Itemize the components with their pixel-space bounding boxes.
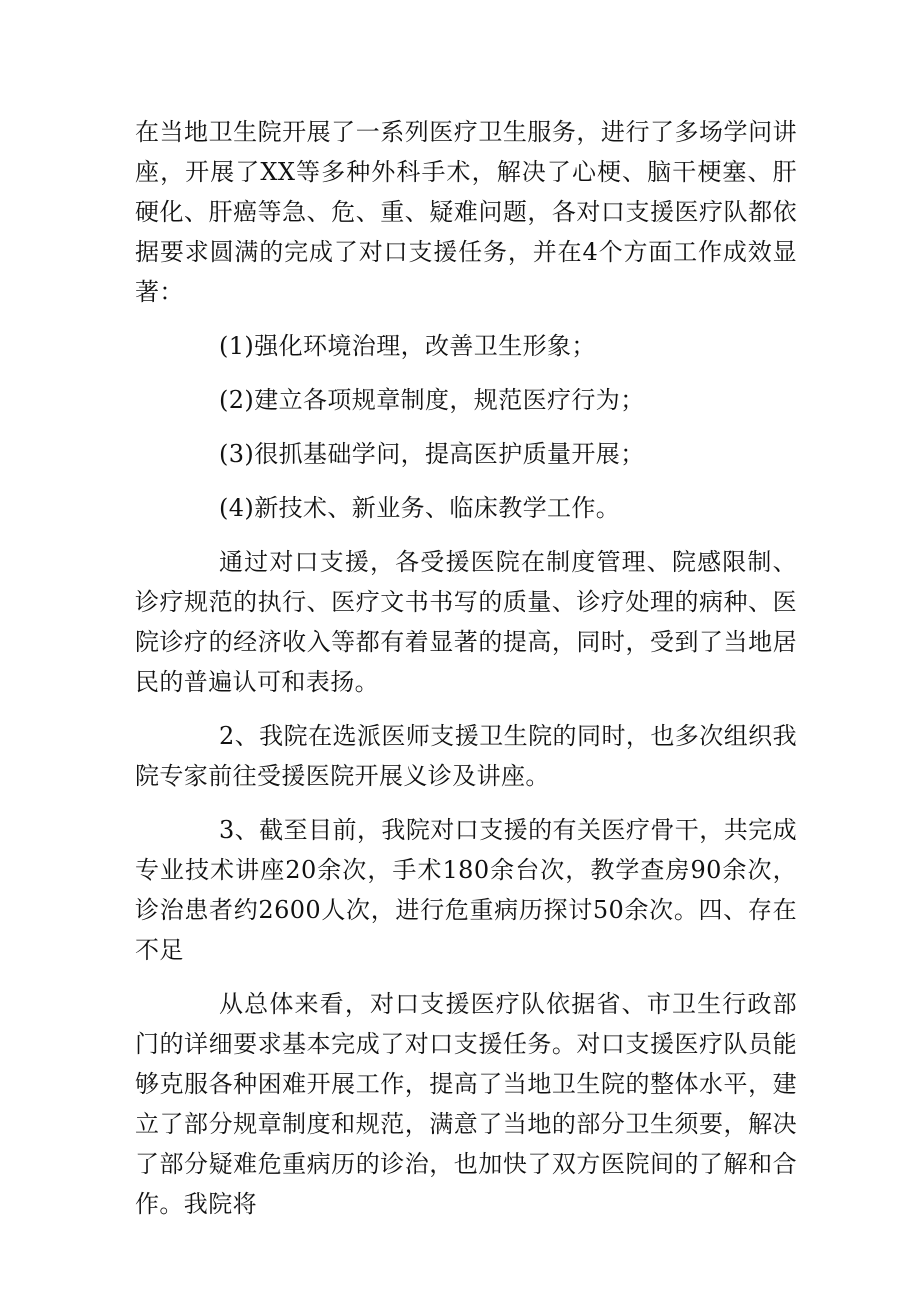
paragraph-results: 通过对口支援，各受援医院在制度管理、院感限制、诊疗规范的执行、医疗文书书写的质量、诊疗处理的病种、医院诊疗的经济收入等都有着显著的提高，同时，受到了当地居民的普遍认可和表扬。 (135, 548, 797, 696)
list-item-1: (1)强化环境治理，改善卫生形象； (219, 332, 596, 360)
paragraph-point-3: 3、截至目前，我院对口支援的有关医疗骨干，共完成专业技术讲座20余次，手术180余台次，教学查房90余次，诊治患者约2600人次，进行危重病历探讨50余次。四、存在不足 (135, 816, 797, 964)
document-body (135, 112, 797, 1224)
paragraph-summary: 从总体来看，对口支援医疗队依据省、市卫生行政部门的详细要求基本完成了对口支援任务。对口支援医疗队员能够克服各种困难开展工作，提高了当地卫生院的整体水平，建立了部分规章制度和规范，满意了当地的部分卫生须要，解决了部分疑难危重病历的诊治，也加快了双方医院间的了解和合作。我院将 (135, 990, 797, 1218)
paragraph-point-2: 2、我院在选派医师支援卫生院的同时，也多次组织我院专家前往受援医院开展义诊及讲座。 (135, 722, 797, 790)
list-item-4: (4)新技术、新业务、临床教学工作。 (219, 494, 621, 522)
list-item-3: (3)很抓基础学问，提高医护质量开展； (219, 440, 645, 468)
list-item-2: (2)建立各项规章制度，规范医疗行为； (219, 386, 645, 414)
paragraph-intro: 在当地卫生院开展了一系列医疗卫生服务，进行了多场学问讲座，开展了XX等多种外科手术，解决了心梗、脑干梗塞、肝硬化、肝癌等急、危、重、疑难问题，各对口支援医疗队都依据要求圆满的完成了对口支援任务，并在4个方面工作成效显著： (135, 118, 797, 306)
